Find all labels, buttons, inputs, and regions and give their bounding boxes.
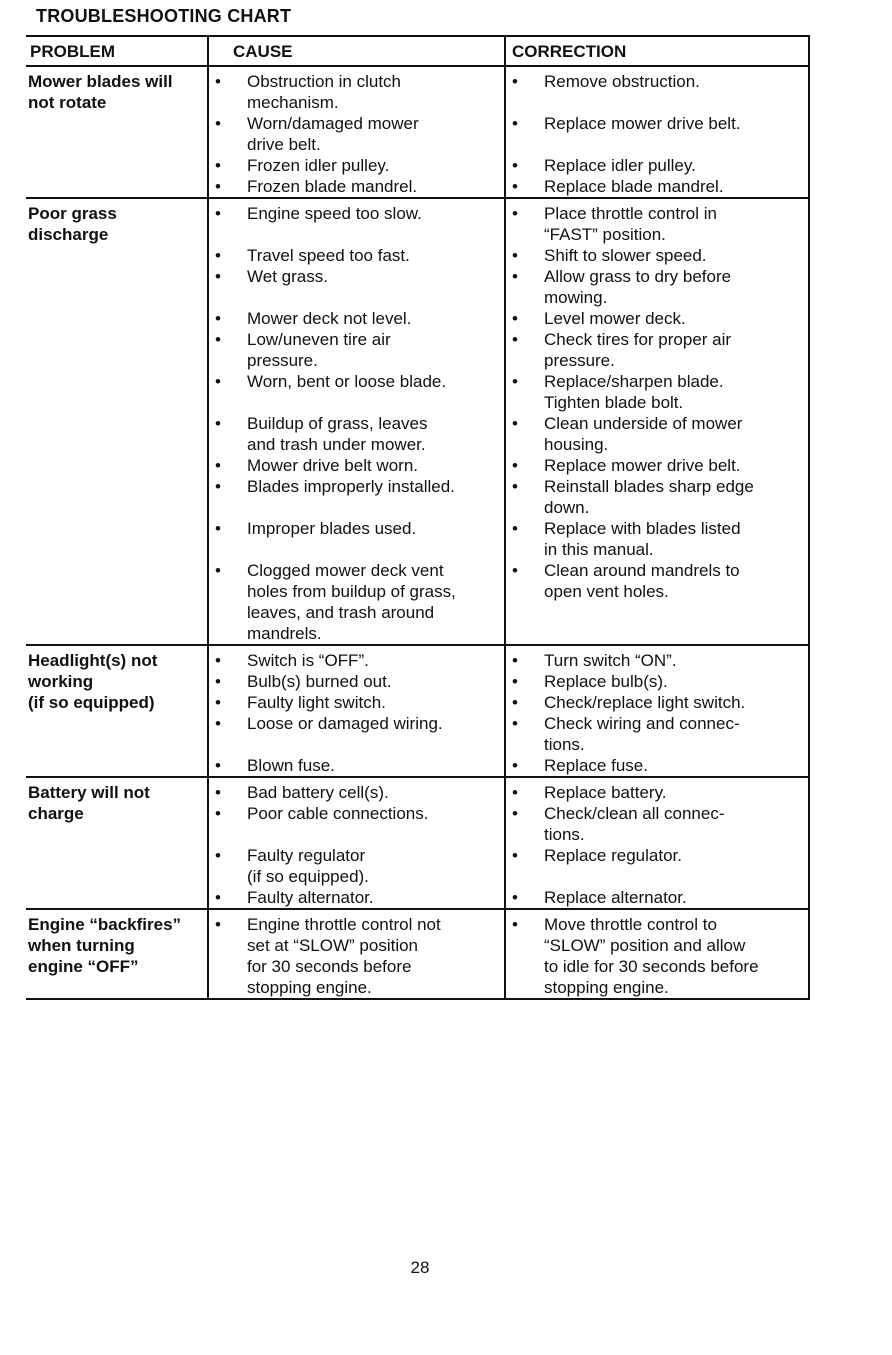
text-line: Faulty light switch. [247,693,386,712]
text-line: for 30 seconds before [247,957,412,976]
cause-item [209,671,504,692]
text-line: Buildup of grass, leaves [247,414,428,433]
correction-item [506,176,808,197]
cause-item [209,113,504,155]
text-line [544,867,549,886]
correction-item [506,518,808,560]
text-line: Shift to slower speed. [544,246,707,265]
text-line: discharge [28,225,109,244]
section-row-battery-will-not [26,777,809,909]
cause-list [209,914,504,998]
text-line: Blades improperly installed. [247,477,455,496]
text-line: Replace with blades listed [544,519,741,538]
cause-item [209,308,504,329]
cause-item [209,476,504,518]
section-row-engine-backfires [26,909,809,999]
text-line: and trash under mower. [247,435,426,454]
text-line: Reinstall blades sharp edge [544,477,754,496]
correction-list [506,914,808,998]
text-line: Loose or damaged wiring. [247,714,443,733]
header-problem: PROBLEM [26,36,208,66]
correction-item [506,71,808,113]
text-line: Clogged mower deck vent [247,561,444,580]
text-line: not rotate [28,93,107,112]
correction-item [506,155,808,176]
text-line [544,603,549,622]
section-row-headlight-s-not [26,645,809,777]
cause-item [209,155,504,176]
correction-cell [505,777,809,909]
text-line: pressure. [544,351,615,370]
cause-item [209,845,504,887]
cause-list [209,650,504,776]
cause-item [209,650,504,671]
cause-item [209,455,504,476]
text-line: Check/replace light switch. [544,693,746,712]
text-line: mandrels. [247,624,322,643]
text-line: Mower blades will [28,72,173,91]
text-line: working [28,672,94,691]
cause-item [209,518,504,560]
text-line: (if so equipped). [247,867,369,886]
text-line: leaves, and trash around [247,603,435,622]
text-line: Replace regulator. [544,846,682,865]
correction-item [506,692,808,713]
text-line: stopping engine. [544,978,669,997]
cause-cell [208,645,505,777]
text-line: engine “OFF” [28,957,139,976]
problem-cell [26,66,208,198]
cause-cell [208,66,505,198]
correction-item [506,371,808,413]
text-line: tions. [544,825,585,844]
text-line: Frozen idler pulley. [247,156,390,175]
text-line: open vent holes. [544,582,669,601]
text-line: housing. [544,435,609,454]
cause-item [209,266,504,308]
text-line: Engine “backfires” [28,915,182,934]
cause-item [209,803,504,845]
text-line: Check/clean all connec- [544,804,725,823]
cause-item [209,71,504,113]
correction-item [506,650,808,671]
correction-item [506,413,808,455]
text-line: set at “SLOW” position [247,936,419,955]
cause-item [209,176,504,197]
text-line: Poor grass [28,204,117,223]
text-line: Clean around mandrels to [544,561,740,580]
problem-cell [26,909,208,999]
text-line: Replace blade mandrel. [544,177,724,196]
text-line: Bulb(s) burned out. [247,672,392,691]
text-line: pressure. [247,351,318,370]
section-row-mower-blades-will [26,66,809,198]
text-line [247,735,252,754]
correction-item [506,113,808,155]
correction-item [506,671,808,692]
cause-list [209,203,504,644]
cause-item [209,713,504,755]
troubleshooting-table [26,35,810,1000]
text-line: Improper blades used. [247,519,417,538]
correction-item [506,308,808,329]
correction-item [506,782,808,803]
correction-item [506,755,808,776]
correction-item [506,560,808,644]
text-line: to idle for 30 seconds before [544,957,759,976]
correction-cell [505,645,809,777]
text-line: Mower deck not level. [247,309,412,328]
cause-item [209,329,504,371]
text-line [247,393,252,412]
text-line [544,135,549,154]
correction-item [506,455,808,476]
cause-list [209,782,504,908]
text-line: tions. [544,735,585,754]
text-line: Replace alternator. [544,888,687,907]
text-line: Bad battery cell(s). [247,783,389,802]
correction-list [506,650,808,776]
text-line [247,498,252,517]
text-line: Engine speed too slow. [247,204,422,223]
text-line: Replace battery. [544,783,667,802]
text-line: Frozen blade mandrel. [247,177,418,196]
correction-item [506,914,808,998]
text-line: Check tires for proper air [544,330,732,349]
text-line: Worn/damaged mower [247,114,419,133]
text-line: Replace mower drive belt. [544,114,741,133]
text-line [544,93,549,112]
text-line [247,540,252,559]
text-line: Replace bulb(s). [544,672,668,691]
correction-item [506,476,808,518]
text-line: Battery will not [28,783,150,802]
text-line: in this manual. [544,540,654,559]
cause-cell [208,198,505,645]
text-line: Obstruction in clutch [247,72,402,91]
text-line [247,825,252,844]
correction-item [506,887,808,908]
text-line: stopping engine. [247,978,372,997]
text-line: Turn switch “ON”. [544,651,677,670]
correction-item [506,803,808,845]
cause-item [209,692,504,713]
text-line: charge [28,804,84,823]
cause-item [209,914,504,998]
text-line: Move throttle control to [544,915,717,934]
text-line: Replace mower drive belt. [544,456,741,475]
cause-cell [208,777,505,909]
text-line: Switch is “OFF”. [247,651,369,670]
problem-cell [26,645,208,777]
text-line [247,225,252,244]
text-line: Headlight(s) not [28,651,158,670]
text-line: down. [544,498,590,517]
text-line: Remove obstruction. [544,72,700,91]
text-line: “FAST” position. [544,225,666,244]
correction-item [506,713,808,755]
header-correction: CORRECTION [505,36,809,66]
cause-item [209,755,504,776]
correction-item [506,329,808,371]
text-line: Worn, bent or loose blade. [247,372,447,391]
text-line: “SLOW” position and allow [544,936,746,955]
text-line [544,624,549,643]
correction-cell [505,66,809,198]
text-line: drive belt. [247,135,321,154]
correction-item [506,203,808,245]
text-line: when turning [28,936,135,955]
text-line: Replace/sharpen blade. [544,372,724,391]
header-cause: CAUSE [208,36,505,66]
text-line: holes from buildup of grass, [247,582,456,601]
text-line: Wet grass. [247,267,328,286]
cause-cell [208,909,505,999]
text-line: (if so equipped) [28,693,155,712]
chart-title: TROUBLESHOOTING CHART [36,6,292,26]
correction-cell [505,198,809,645]
text-line: Mower drive belt worn. [247,456,419,475]
correction-list [506,203,808,644]
text-line: Poor cable connections. [247,804,429,823]
text-line: Travel speed too fast. [247,246,410,265]
text-line: mechanism. [247,93,339,112]
cause-item [209,413,504,455]
problem-cell [26,777,208,909]
correction-item [506,845,808,887]
cause-item [209,560,504,644]
correction-list [506,71,808,197]
text-line [247,288,252,307]
text-line: Blown fuse. [247,756,335,775]
header-row [26,36,809,66]
cause-list [209,71,504,197]
text-line: Clean underside of mower [544,414,743,433]
cause-item [209,245,504,266]
cause-item [209,782,504,803]
text-line: Low/uneven tire air [247,330,391,349]
correction-item [506,245,808,266]
text-line: Check wiring and connec- [544,714,740,733]
text-line: Allow grass to dry before [544,267,732,286]
text-line: Level mower deck. [544,309,686,328]
correction-list [506,782,808,908]
cause-item [209,203,504,245]
text-line: mowing. [544,288,608,307]
text-line: Faulty regulator [247,846,366,865]
text-line: Faulty alternator. [247,888,374,907]
page-number: 28 [410,1258,430,1277]
section-row-poor-grass [26,198,809,645]
text-line: Replace fuse. [544,756,648,775]
problem-cell [26,198,208,645]
text-line: Engine throttle control not [247,915,441,934]
correction-cell [505,909,809,999]
cause-item [209,887,504,908]
text-line: Place throttle control in [544,204,717,223]
correction-item [506,266,808,308]
text-line: Replace idler pulley. [544,156,696,175]
cause-item [209,371,504,413]
text-line: Tighten blade bolt. [544,393,684,412]
